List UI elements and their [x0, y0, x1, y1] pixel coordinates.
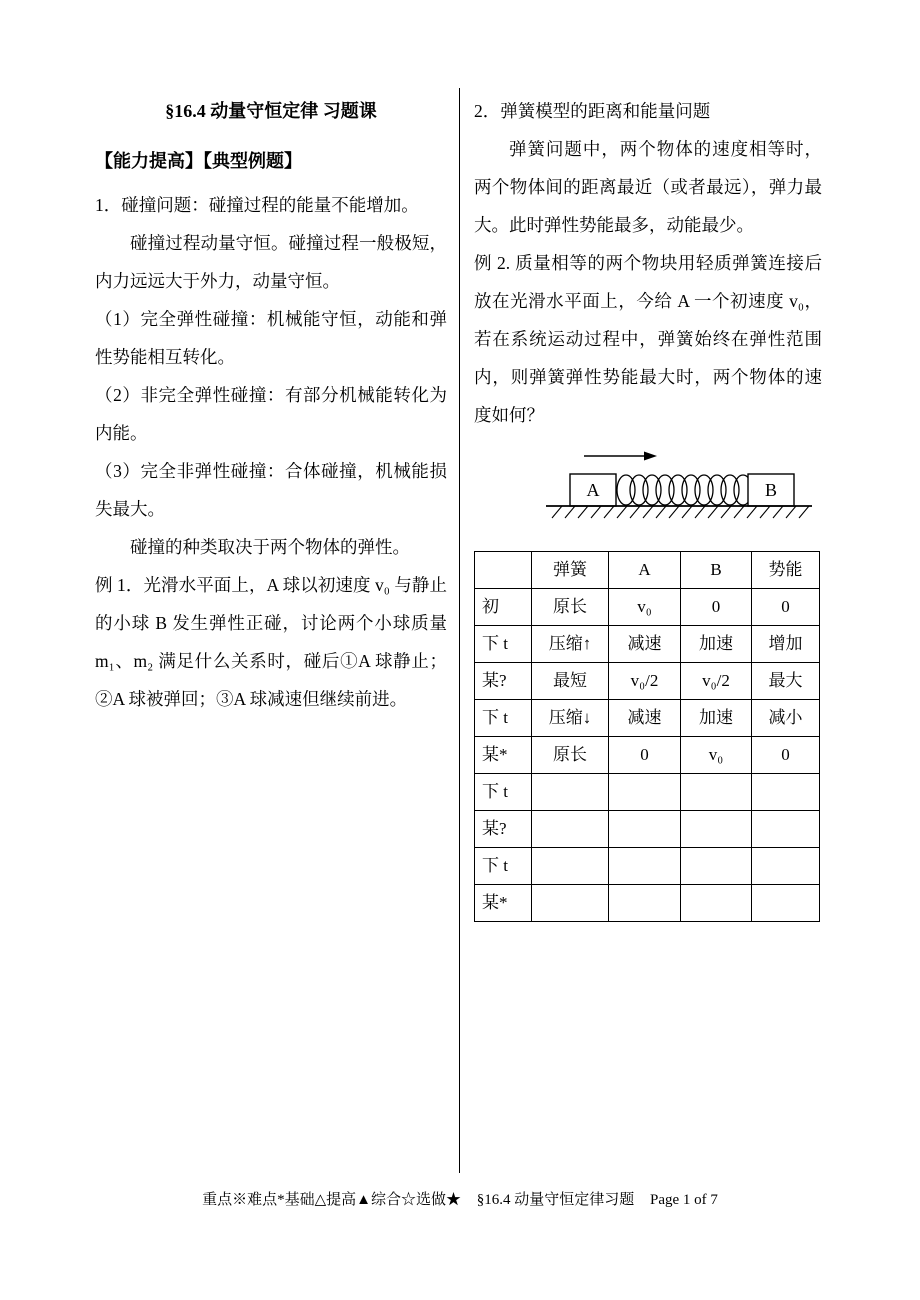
footer-page-number: Page 1 of 7	[650, 1192, 718, 1208]
table-row	[475, 589, 820, 626]
spring-coil	[617, 475, 752, 505]
section-heading-spring: 2．弹簧模型的距离和能量问题	[474, 101, 711, 121]
row-label-cell: 下 t	[475, 700, 532, 737]
table-cell: 减速	[609, 626, 681, 663]
spring-diagram-svg	[544, 446, 814, 524]
table-cell: 最大	[752, 663, 820, 700]
initial-velocity-arrow-icon	[584, 452, 657, 461]
table-cell: v₀	[609, 589, 681, 626]
table-cell	[681, 774, 752, 811]
table-cell: 原长	[532, 589, 609, 626]
table-cell	[532, 774, 609, 811]
analysis-table	[474, 551, 820, 922]
right-column	[474, 92, 822, 922]
doc-title: §16.4 动量守恒定律 习题课	[165, 101, 377, 121]
table-cell: 压缩↓	[532, 700, 609, 737]
paragraph-elastic-collision: （1）完全弹性碰撞：机械能守恒，动能和弹性势能相互转化。	[95, 309, 447, 367]
spring-mass-diagram	[544, 446, 822, 537]
table-cell: v₀/2	[681, 663, 752, 700]
table-cell	[532, 848, 609, 885]
table-cell: 减速	[609, 700, 681, 737]
table-cell: 压缩↑	[532, 626, 609, 663]
table-cell: 原长	[532, 737, 609, 774]
row-label-cell: 某*	[475, 737, 532, 774]
table-cell	[609, 774, 681, 811]
block-b-label: B	[764, 480, 778, 500]
table-header-row	[475, 552, 820, 589]
row-label-cell: 下 t	[475, 774, 532, 811]
table-header-cell	[475, 552, 532, 589]
table-cell	[609, 848, 681, 885]
table-cell	[681, 848, 752, 885]
table-cell	[681, 811, 752, 848]
left-column	[95, 92, 447, 718]
footer-legend: 重点※难点*基础△提高▲综合☆选做★	[202, 1192, 461, 1208]
block-b	[748, 474, 794, 506]
table-cell: 0	[752, 589, 820, 626]
paragraph-perfectly-inelastic: （3）完全非弹性碰撞：合体碰撞，机械能损失最大。	[95, 461, 447, 519]
paragraph-example-1: 例 1．光滑水平面上，A 球以初速度 v₀ 与静止的小球 B 发生弹性正碰，讨论两个小球质量 m₁、m₂ 满足什么关系时，碰后①A 球静止；②A 球被弹回；③A 球减速但继续前进。	[95, 575, 447, 709]
table-cell: 加速	[681, 626, 752, 663]
block-a-label: A	[586, 480, 600, 500]
paragraph-collision-type: 碰撞的种类取决于两个物体的弹性。	[130, 537, 410, 557]
table-cell	[752, 774, 820, 811]
table-header-cell: B	[681, 552, 752, 589]
table-row	[475, 700, 820, 737]
table-cell	[752, 848, 820, 885]
page-footer	[0, 1188, 920, 1209]
block-a	[570, 474, 616, 506]
table-row	[475, 663, 820, 700]
table-cell	[532, 811, 609, 848]
table-cell	[609, 885, 681, 922]
table-cell: 0	[752, 737, 820, 774]
footer-doc-title: §16.4 动量守恒定律习题	[476, 1192, 635, 1208]
table-row	[475, 774, 820, 811]
table-cell	[532, 885, 609, 922]
table-cell: v₀/2	[609, 663, 681, 700]
column-divider	[459, 88, 460, 1173]
table-cell: 加速	[681, 700, 752, 737]
table-header-cell: 势能	[752, 552, 820, 589]
row-label-cell: 初	[475, 589, 532, 626]
row-label-cell: 某?	[475, 811, 532, 848]
table-row	[475, 811, 820, 848]
table-cell: 减小	[752, 700, 820, 737]
paragraph-momentum-conserved: 碰撞过程动量守恒。碰撞过程一般极短，内力远远大于外力，动量守恒。	[95, 233, 447, 291]
table-row	[475, 626, 820, 663]
row-label-cell: 某*	[475, 885, 532, 922]
table-header-cell: A	[609, 552, 681, 589]
table-cell	[752, 811, 820, 848]
table-row	[475, 737, 820, 774]
table-cell: 0	[681, 589, 752, 626]
row-label-cell: 某?	[475, 663, 532, 700]
table-cell: 增加	[752, 626, 820, 663]
ground-hatching	[546, 506, 812, 518]
table-row	[475, 848, 820, 885]
table-header-cell: 弹簧	[532, 552, 609, 589]
row-label-cell: 下 t	[475, 626, 532, 663]
table-row	[475, 885, 820, 922]
row-label-cell: 下 t	[475, 848, 532, 885]
table-cell: 最短	[532, 663, 609, 700]
table-cell: 0	[609, 737, 681, 774]
table-cell: v₀	[681, 737, 752, 774]
section-heading-examples: 【能力提高】【典型例题】	[95, 151, 302, 171]
paragraph-inelastic-collision: （2）非完全弹性碰撞：有部分机械能转化为内能。	[95, 385, 447, 443]
table-cell	[609, 811, 681, 848]
paragraph-collision-intro: 1．碰撞问题：碰撞过程的能量不能增加。	[95, 195, 419, 215]
paragraph-example-2: 例 2. 质量相等的两个物块用轻质弹簧连接后放在光滑水平面上，今给 A 一个初速度 v₀，若在系统运动过程中，弹簧始终在弹性范围内，则弹簧弹性势能最大时，两个物体的速度如何？	[474, 253, 822, 425]
paragraph-spring-intro: 弹簧问题中，两个物体的速度相等时，两个物体间的距离最近（或者最远），弹力最大。此时弹性势能最多，动能最少。	[474, 139, 822, 235]
table-cell	[752, 885, 820, 922]
table-cell	[681, 885, 752, 922]
